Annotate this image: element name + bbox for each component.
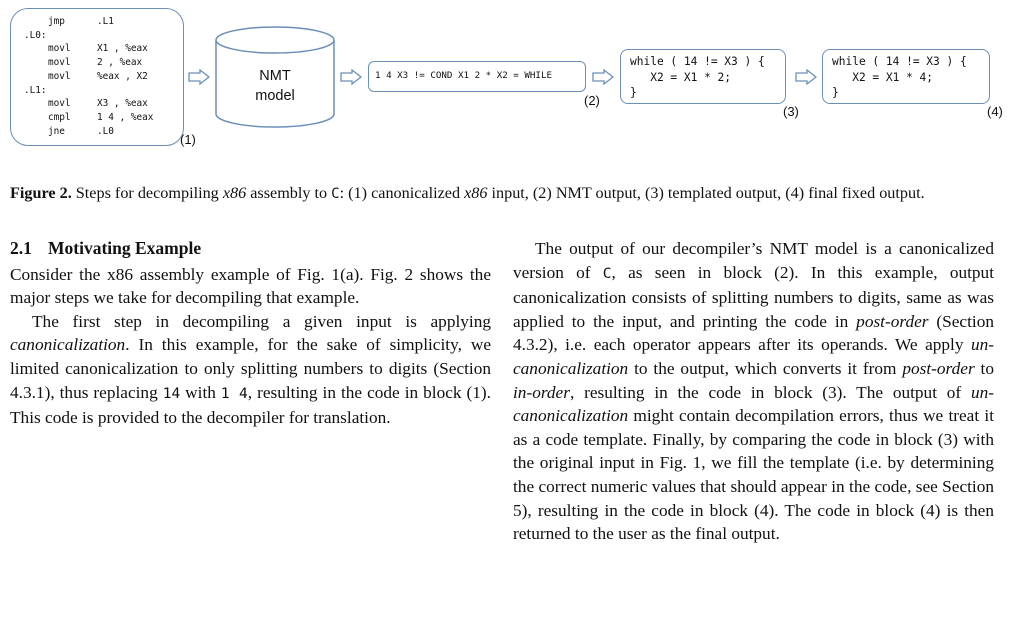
section-heading: [10, 237, 491, 261]
text-run: canonicalization: [10, 335, 126, 355]
text-run: to: [974, 358, 995, 378]
caption-label: Figure 2.: [10, 184, 72, 202]
block-4-line-1: while ( 14 != X3 ) {: [832, 55, 967, 68]
asm-operands: 2 , %eax: [97, 57, 143, 69]
asm-opcode: jne: [48, 125, 65, 137]
asm-opcode: movl: [48, 43, 71, 55]
text-run: 1 4: [220, 385, 248, 402]
arrow-right-icon: [340, 69, 362, 85]
figure-caption: [10, 183, 1020, 205]
text-run: , as seen in block (2). In this example, output canonicalization consists of splitting numbers to digits, same as was applied to the input, and printing the code in: [513, 262, 994, 331]
text-run: . In this example, for the sake of simplicity, we limited canonicalization to only splitting numbers to digits (Section 4.3.1), thus replacing: [10, 335, 491, 402]
caption-x86: x86: [222, 184, 247, 202]
text-run: with: [180, 382, 221, 402]
text-run: might contain decompilation errors, thus we treat it as a code template. Finally, by comparing the code in block (3) with the original input in Fig. 1, we fill the template (i.e. by determining the correct numeric values that should appear in the code, see Section 5), resulting in the code in block (4). The code in block (4) is then returned to the user as the final output.: [513, 406, 994, 544]
block-3-line-2: X2 = X1 * 2;: [630, 71, 732, 84]
text-run: post-order: [902, 358, 975, 378]
text-run: The output of our decompiler’s NMT model is a canonicalized version of: [513, 239, 994, 282]
caption-text: assembly to: [246, 184, 332, 202]
text-run: in-order: [513, 382, 570, 402]
caption-x86: x86: [464, 184, 488, 202]
asm-operands: .L0: [97, 125, 114, 137]
paragraph-3: [513, 237, 994, 546]
text-run: C: [602, 265, 612, 282]
section-title: Motivating Example: [48, 238, 202, 258]
asm-operands: X3 , %eax: [97, 98, 148, 110]
nmt-label-line1: NMT: [259, 68, 291, 84]
text-run: post-order: [856, 311, 929, 331]
left-column: [10, 237, 491, 430]
nmt-output-text: 1 4 X3 != COND X1 2 * X2 = WHILE: [375, 70, 553, 81]
paragraph-2: [10, 310, 491, 430]
arrow-right-icon: [592, 69, 614, 85]
asm-opcode: movl: [48, 57, 71, 69]
caption-text: : (1) canonicalized: [339, 184, 465, 202]
nmt-label-line2: model: [255, 88, 295, 104]
arrow-right-icon: [188, 69, 210, 85]
block-3-number: (3): [783, 104, 799, 119]
text-run: to the output, which converts it from: [628, 358, 903, 378]
text-run: un-canonicalization: [513, 335, 994, 378]
text-run: (Section 4.3.2), i.e. each operator appears after its operands. We apply: [513, 311, 994, 355]
asm-opcode: cmpl: [48, 111, 71, 123]
nmt-model-label: [215, 66, 335, 106]
section-number: 2.1: [10, 238, 32, 258]
asm-operands: .L1: [97, 16, 114, 27]
asm-operands: 1 4 , %eax: [97, 111, 154, 123]
asm-operands: X1 , %eax: [97, 43, 148, 55]
block-4-line-2: X2 = X1 * 4;: [832, 71, 934, 84]
block-3-line-1: while ( 14 != X3 ) {: [630, 55, 765, 68]
block-4-number: (4): [987, 104, 1003, 119]
asm-opcode: movl: [48, 98, 71, 110]
asm-opcode: jmp: [48, 16, 65, 27]
asm-opcode: movl: [48, 70, 71, 82]
text-run: , resulting in the code in block (1). This code is provided to the decompiler for translation.: [10, 382, 491, 428]
asm-operands: %eax , X2: [97, 70, 148, 82]
arrow-right-icon: [795, 69, 817, 85]
block-1-number: (1): [180, 132, 196, 147]
text-run: 14: [162, 385, 181, 402]
block-3-line-3: }: [630, 86, 637, 99]
text-run: , resulting in the code in block (3). The output of: [569, 382, 971, 402]
text-run: un-canonicalization: [513, 382, 994, 426]
block-4-line-3: }: [832, 86, 839, 99]
caption-text: input, (2) NMT output, (3) templated output, (4) final fixed output.: [487, 184, 925, 202]
text-run: The first step in decompiling a given input is applying: [32, 311, 491, 331]
figure-2: [0, 0, 1024, 178]
asm-label: .L0:: [24, 29, 47, 41]
asm-label: .L1:: [24, 84, 47, 96]
block-2-number: (2): [584, 93, 600, 108]
paragraph-1: Consider the x86 assembly example of Fig. 1(a). Fig. 2 shows the major steps we take for decompiling that example.: [10, 264, 491, 308]
right-column: [513, 237, 994, 546]
caption-c: C: [331, 186, 340, 202]
caption-text: Steps for decompiling: [71, 184, 223, 202]
